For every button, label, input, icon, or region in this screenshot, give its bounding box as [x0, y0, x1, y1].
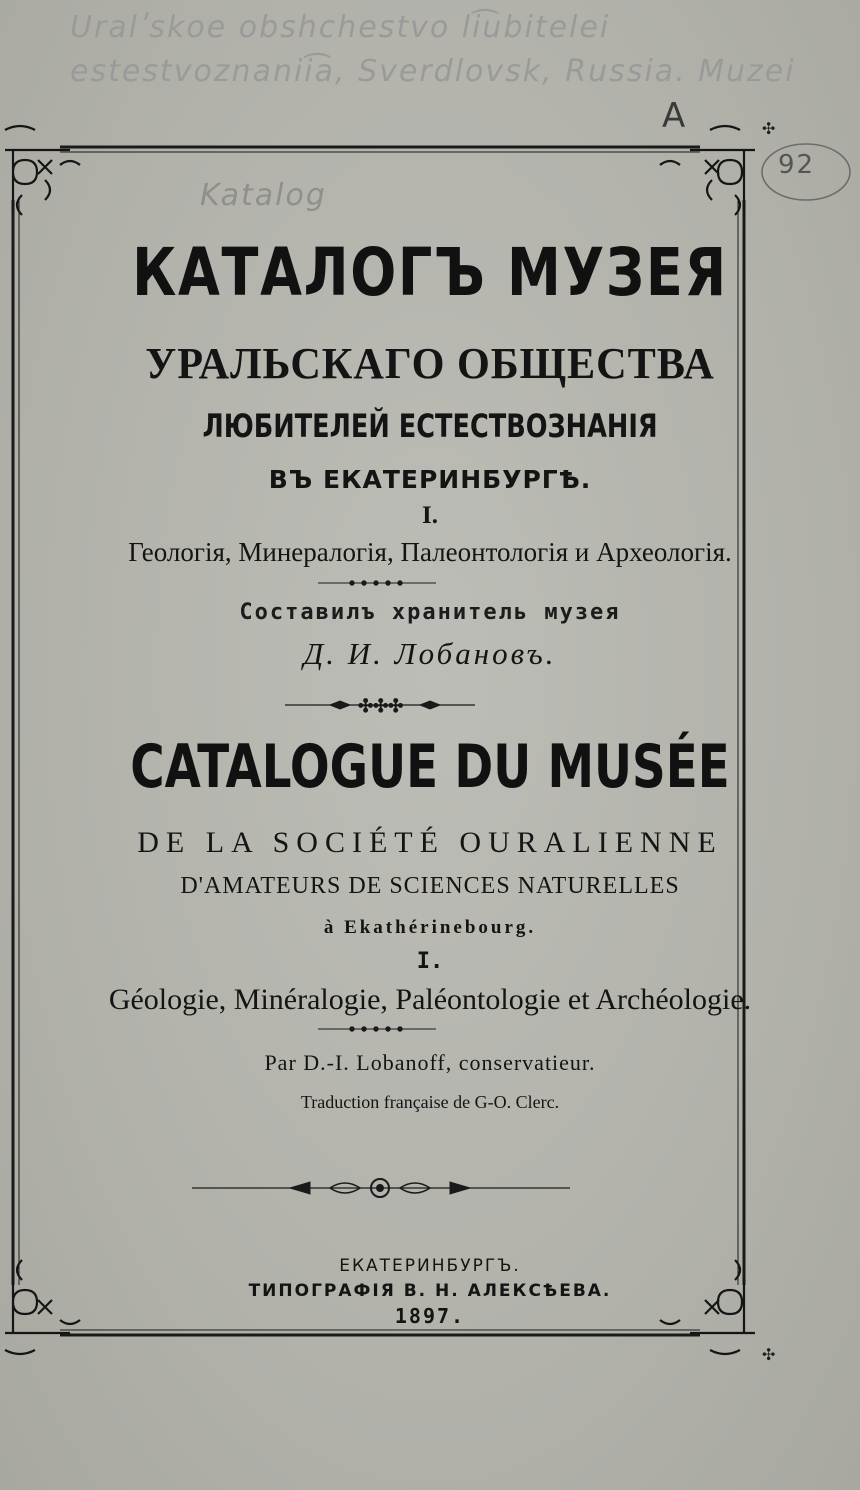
russian-subjects: Геологія, Минералогія, Палеонтологія и Археологія. [128, 537, 732, 567]
handwritten-katalog: Katalog [200, 178, 327, 213]
french-translation: Traduction française de G-O. Clerc. [300, 1092, 560, 1112]
french-line-3: D'AMATEURS DE SCIENCES NATURELLES [180, 873, 680, 899]
imprint-city: ЕКАТЕРИНБУРГЪ. [339, 1256, 521, 1276]
french-subjects: Géologie, Minéralogie, Paléontologie et Archéologie. [108, 983, 752, 1016]
russian-title: КАТАЛОГЪ МУЗЕЯ [132, 234, 728, 311]
french-title: CATALOGUE DU MUSÉE [130, 732, 730, 802]
french-line-4: à Ekathérinebourg. [323, 917, 537, 938]
russian-line-4: ВЪ ЕКАТЕРИНБУРГѢ. [268, 465, 592, 494]
russian-compiled-by: Составилъ хранитель музея [239, 600, 621, 625]
svg-text:✣: ✣ [762, 1345, 776, 1364]
russian-author: Д. И. Лобановъ. [303, 636, 557, 671]
svg-text:✣✣✣: ✣✣✣ [358, 696, 404, 717]
handwritten-catalog-note: Uralʹskoe obshchestvo li͡ubitelei estestvoznanii͡a, Sverdlovsk, Russia. Muzei [70, 10, 796, 89]
handwritten-shelf-mark: A [662, 96, 688, 136]
imprint-year: 1897. [394, 1304, 466, 1328]
handwritten-number: 92 [778, 150, 816, 180]
russian-volume: I. [422, 502, 438, 529]
russian-line-2: УРАЛЬСКАГО ОБЩЕСТВА [145, 339, 715, 388]
russian-line-3: ЛЮБИТЕЛЕЙ ЕСТЕСТВОЗНАНІЯ [202, 407, 658, 445]
french-author: Par D.-I. Lobanoff, conservatieur. [264, 1050, 596, 1075]
imprint-printer: ТИПОГРАФІЯ В. Н. АЛЕКСѢЕВА. [248, 1281, 612, 1301]
french-line-2: DE LA SOCIÉTÉ OURALIENNE [137, 826, 723, 859]
svg-text:✣: ✣ [762, 119, 776, 138]
french-volume: I. [416, 949, 444, 974]
